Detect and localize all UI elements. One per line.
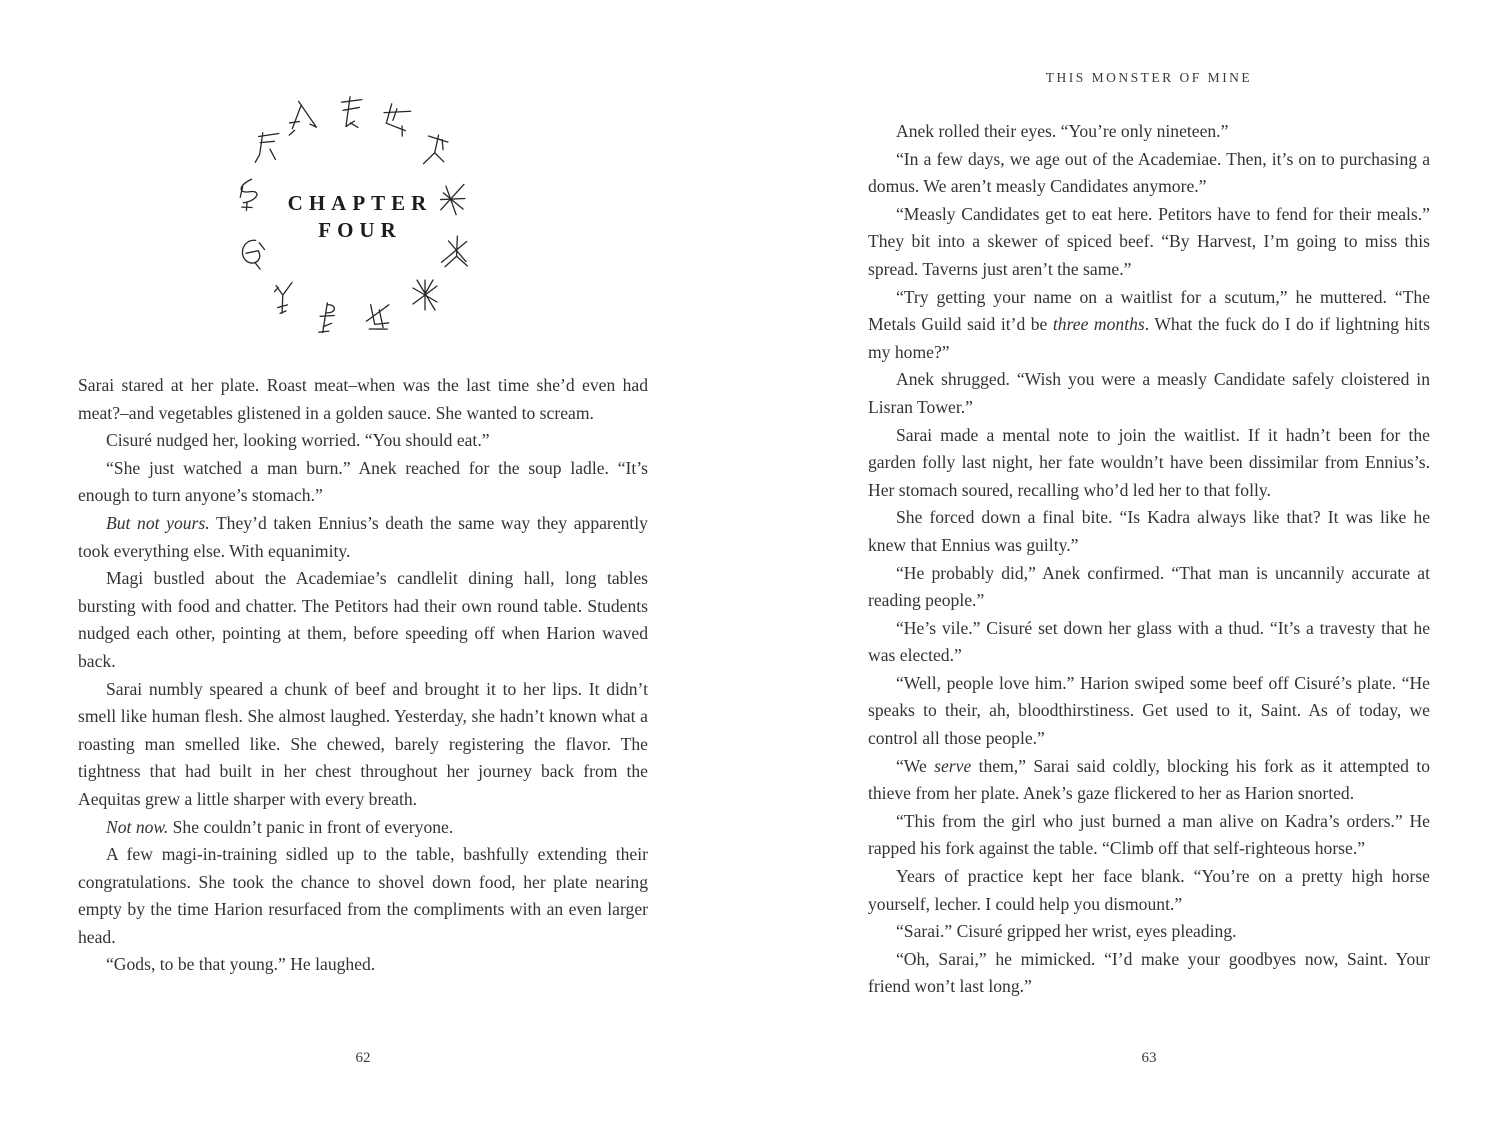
paragraph [78, 372, 648, 427]
rune-icon [249, 127, 287, 169]
paragraph [868, 946, 1430, 1001]
paragraph [868, 918, 1430, 946]
paragraph [78, 455, 648, 510]
italic-text-run: three months [1052, 314, 1145, 335]
text-run: Sarai numbly speared a chunk of beef and brought it to her lips. It didn’t smell like human flesh. She almost laughed. Yesterday, she hadn’t known what a roasting man smelled like. She chewed, barely registering the flavor. The tightness that had built in her chest throughout her journey back from the Aequitas grew a little sharper with every breath. [78, 678, 648, 809]
rune-icon [282, 96, 323, 141]
text-run: “Sarai.” Cisuré gripped her wrist, eyes pleading. [896, 921, 1237, 942]
paragraph [78, 510, 648, 565]
text-run: Cisuré nudged her, looking worried. “You should eat.” [106, 430, 490, 451]
text-run: Years of practice kept her face blank. “You’re on a pretty high horse yourself, lecher. I could help you dismount.” [868, 866, 1430, 914]
rune-icon [308, 297, 347, 340]
rune-icon [358, 295, 398, 339]
paragraph [868, 284, 1430, 367]
paragraph [868, 201, 1430, 284]
right-page [750, 0, 1500, 1125]
paragraph [868, 146, 1430, 201]
paragraph [78, 427, 648, 455]
paragraph [868, 504, 1430, 559]
text-run: Anek rolled their eyes. “You’re only nineteen.” [896, 121, 1229, 141]
rune-icon [407, 275, 443, 315]
text-run: She couldn’t panic in front of everyone. [168, 816, 454, 837]
text-run: Anek shrugged. “Wish you were a measly Candidate safely cloistered in Lisran Tower.” [868, 369, 1430, 417]
paragraph [868, 560, 1430, 615]
rune-icon [417, 128, 457, 172]
text-run: “Well, people love him.” Harion swiped some beef off Cisuré’s plate. “He speaks to their, ah, bloodthirstiness. Get used to it, Saint. As of today, we control all those people.” [868, 672, 1430, 749]
paragraph [78, 676, 648, 814]
text-run: “Gods, to be that young.” He laughed. [106, 954, 376, 975]
text-run: them,” Sarai said coldly, blocking his fork as it attempted to thieve from her plate. Anek’s gaze flickered to her as Harion snorted. [868, 755, 1430, 804]
text-run: “She just watched a man burn.” Anek reached for the soup ladle. “It’s enough to turn anyone’s stomach.” [78, 457, 648, 506]
paragraph [868, 670, 1430, 753]
text-run: “Oh, Sarai,” he mimicked. “I’d make your goodbyes now, Saint. Your friend won’t last long.” [868, 948, 1430, 997]
text-run: . What the fuck do I do if lightning hits my home?” [868, 314, 1430, 362]
text-run: “This from the girl who just burned a man alive on Kadra’s orders.” He rapped his fork against the table. “Climb off that self-righteous horse.” [868, 810, 1430, 859]
right-page-number: 63 [1141, 1050, 1157, 1066]
text-run: “He probably did,” Anek confirmed. “That man is uncannily accurate at reading people.” [868, 562, 1430, 611]
text-run: A few magi-in-training sidled up to the table, bashfully extending their congratulations. She took the chance to shovel down food, her plate nearing empty by the time Harion resurfaced from the compliments with an even larger head. [78, 844, 648, 947]
italic-text-run: Not now. [106, 816, 169, 837]
rune-icon [376, 97, 418, 143]
italic-text-run: serve [934, 755, 972, 776]
chapter-heading-line2: FOUR [318, 218, 402, 242]
paragraph [868, 615, 1430, 670]
text-run: “In a few days, we age out of the Academiae. Then, it’s on to purchasing a domus. We aren’t measly Candidates anymore.” [868, 148, 1430, 197]
text-run: “He’s vile.” Cisuré set down her glass with a thud. “It’s a travesty that he was elected.” [868, 617, 1430, 666]
text-run: She forced down a final bite. “Is Kadra always like that? It was like he knew that Ennius was guilty.” [868, 507, 1430, 555]
paragraph [868, 753, 1430, 808]
text-run: Sarai made a mental note to join the waitlist. If it hadn’t been for the garden folly last night, her fate wouldn’t have been dissimilar from Ennius’s. Her stomach soured, recalling who’d led her to that folly. [868, 424, 1430, 500]
left-page-number: 62 [355, 1050, 371, 1066]
chapter-ornament [210, 86, 510, 358]
paragraph [78, 814, 648, 842]
paragraph [868, 808, 1430, 863]
paragraph [78, 951, 648, 979]
running-head: THIS MONSTER OF MINE [1045, 70, 1253, 85]
paragraph [868, 422, 1430, 505]
text-run: “Measly Candidates get to eat here. Petitors have to fend for their meals.” They bit into a skewer of spiced beef. “By Harvest, I’m going to miss this spread. Taverns just aren’t the same.” [868, 203, 1430, 279]
text-run: Magi bustled about the Academiae’s candlelit dining hall, long tables bursting with food and chatter. The Petitors had their own round table. Students nudged each other, pointing at them, before speeding off when Harion waved back. [78, 568, 648, 671]
paragraph [78, 565, 648, 675]
right-page-text [868, 118, 1430, 1001]
text-run: “Try getting your name on a waitlist for a scutum,” he muttered. “The Metals Guild said it’d be [868, 286, 1430, 335]
text-run: They’d taken Ennius’s death the same way they apparently took everything else. With equanimity. [78, 512, 648, 561]
italic-text-run: But not yours. [106, 512, 210, 533]
paragraph [868, 863, 1430, 918]
paragraph [868, 118, 1430, 146]
rune-icon [266, 277, 305, 319]
text-run: Sarai stared at her plate. Roast meat–when was the last time she’d even had meat?–and vegetables glistened in a golden sauce. She wanted to scream. [78, 375, 648, 423]
rune-icon [334, 91, 373, 133]
chapter-heading [210, 190, 510, 244]
text-run: “We [896, 755, 935, 776]
paragraph [78, 841, 648, 951]
paragraph [868, 366, 1430, 421]
left-page-text [78, 372, 648, 979]
chapter-heading-line1: CHAPTER [287, 191, 433, 215]
